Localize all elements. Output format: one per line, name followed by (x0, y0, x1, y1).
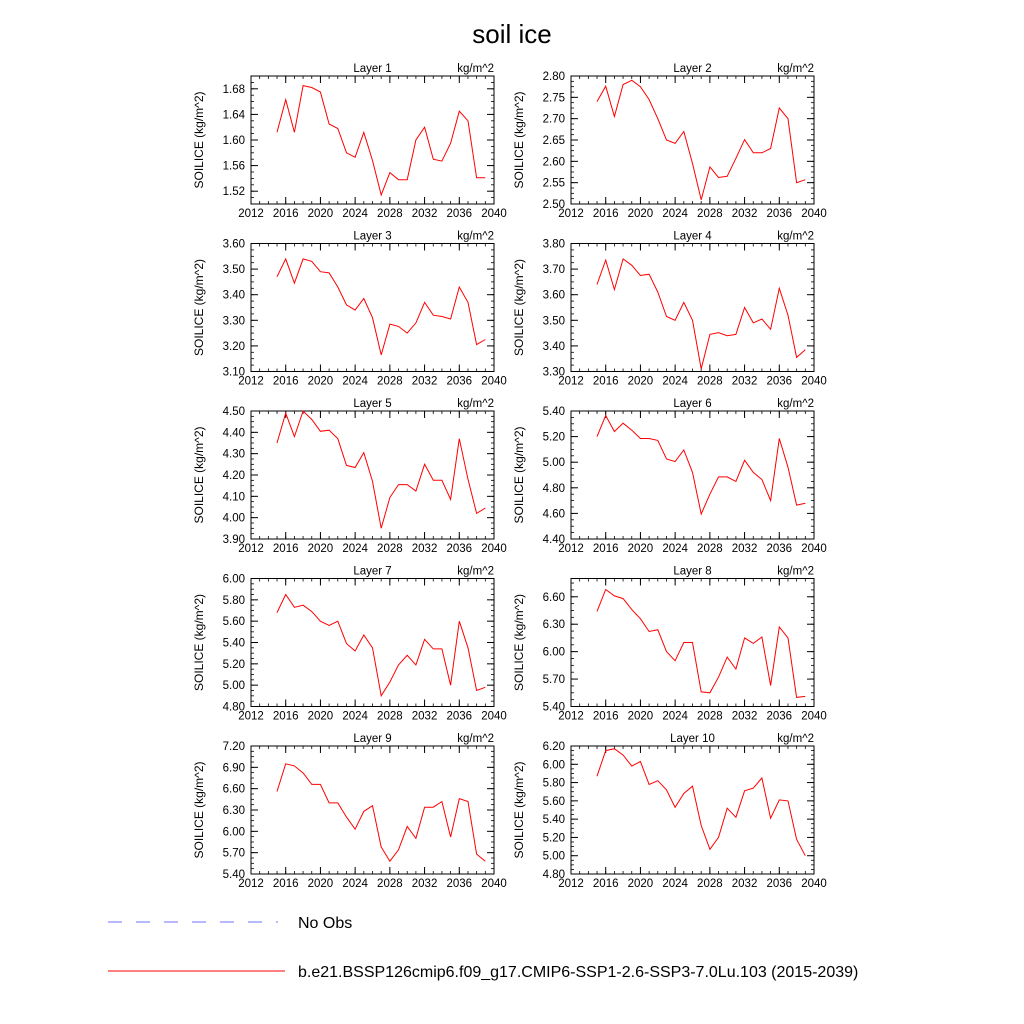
x-tick-label: 2028 (377, 543, 403, 555)
x-tick-label: 2036 (446, 375, 473, 388)
y-tick-label: 5.00 (542, 457, 565, 470)
y-tick-label: 3.60 (542, 289, 565, 302)
x-tick-label: 2032 (411, 375, 438, 388)
y-tick-label: 6.60 (222, 783, 245, 796)
y-tick-label: 4.40 (222, 427, 245, 440)
series-line-model (277, 259, 485, 355)
y-tick-label: 4.20 (222, 470, 245, 482)
x-tick-label: 2036 (446, 543, 473, 555)
x-tick-label: 2028 (377, 375, 403, 388)
y-tick-label: 6.00 (542, 759, 565, 772)
x-tick-label: 2012 (558, 710, 584, 723)
y-tick-label: 4.30 (222, 448, 245, 461)
legend (108, 915, 858, 981)
x-tick-label: 2016 (272, 375, 299, 388)
x-tick-label: 2016 (592, 878, 619, 890)
y-axis-label: SOILICE (kg/m^2) (192, 761, 206, 859)
panel-units: kg/m^2 (457, 398, 494, 410)
x-tick-label: 2040 (481, 878, 507, 890)
x-tick-label: 2020 (307, 710, 334, 723)
panel-units: kg/m^2 (777, 230, 814, 243)
panel-title: Layer 3 (353, 230, 392, 243)
panel-title: Layer 4 (673, 230, 712, 243)
y-tick-label: 3.90 (222, 534, 245, 546)
panel-layer-7 (192, 566, 507, 723)
x-tick-label: 2032 (731, 375, 758, 388)
y-axis-label: SOILICE (kg/m^2) (512, 426, 526, 524)
panel-units: kg/m^2 (457, 733, 494, 745)
x-tick-label: 2024 (662, 375, 688, 388)
y-tick-label: 6.30 (222, 805, 245, 817)
x-tick-label: 2016 (272, 208, 299, 220)
x-tick-label: 2012 (238, 710, 264, 723)
legend-model-label: b.e21.BSSP126cmip6.f09_g17.CMIP6-SSP1-2.6-SSP3-7.0Lu.103 (2015-2039) (298, 964, 859, 981)
y-tick-label: 5.40 (222, 869, 245, 881)
y-tick-label: 4.40 (542, 534, 565, 546)
y-tick-label: 2.80 (542, 71, 565, 83)
panel-units: kg/m^2 (457, 63, 494, 75)
x-tick-label: 2032 (731, 208, 758, 220)
y-axis-label: SOILICE (kg/m^2) (512, 594, 526, 691)
panel-title: Layer 1 (353, 63, 392, 75)
panel-title: Layer 10 (670, 733, 715, 745)
x-tick-label: 2020 (307, 543, 334, 555)
y-tick-label: 5.40 (542, 406, 565, 418)
x-tick-label: 2020 (627, 878, 654, 890)
plot-frame (571, 76, 814, 204)
panel-title: Layer 2 (673, 63, 712, 75)
x-tick-label: 2040 (481, 208, 507, 220)
x-tick-label: 2024 (662, 878, 688, 890)
x-tick-label: 2028 (697, 375, 723, 388)
x-tick-label: 2024 (342, 375, 368, 388)
y-tick-label: 4.50 (222, 406, 245, 418)
series-line-model (597, 590, 805, 698)
plot-frame (251, 76, 494, 204)
y-tick-label: 6.00 (222, 826, 245, 839)
y-axis-label: SOILICE (kg/m^2) (192, 594, 206, 691)
y-tick-label: 3.70 (542, 264, 565, 277)
y-tick-label: 6.00 (222, 573, 245, 586)
plot-frame (571, 746, 814, 874)
x-tick-label: 2028 (377, 208, 403, 220)
y-tick-label: 2.75 (542, 92, 565, 105)
y-tick-label: 5.80 (222, 594, 245, 607)
x-tick-label: 2024 (342, 208, 368, 220)
y-tick-label: 7.20 (222, 741, 245, 753)
figure-title: soil ice (472, 19, 552, 49)
x-tick-label: 2012 (238, 878, 264, 890)
panel-units: kg/m^2 (777, 63, 814, 75)
series-line-model (597, 749, 805, 856)
y-tick-label: 4.10 (222, 491, 245, 504)
x-tick-label: 2016 (592, 710, 619, 723)
panel-title: Layer 9 (353, 733, 392, 745)
x-tick-label: 2040 (801, 878, 827, 890)
x-tick-label: 2028 (377, 710, 403, 723)
panel-title: Layer 8 (673, 565, 712, 578)
y-tick-label: 2.50 (542, 199, 565, 211)
y-axis-label: SOILICE (kg/m^2) (192, 426, 206, 524)
y-tick-label: 5.40 (542, 701, 565, 714)
y-tick-label: 6.60 (542, 591, 565, 604)
y-tick-label: 4.00 (222, 512, 245, 525)
x-tick-label: 2036 (766, 878, 793, 890)
x-tick-label: 2032 (411, 878, 438, 890)
x-tick-label: 2016 (272, 543, 299, 555)
x-tick-label: 2024 (662, 710, 688, 723)
y-tick-label: 2.65 (542, 135, 565, 147)
x-tick-label: 2016 (592, 208, 619, 220)
y-tick-label: 6.90 (222, 762, 245, 775)
x-tick-label: 2024 (342, 543, 368, 555)
panel-layer-5 (192, 398, 507, 555)
y-tick-label: 3.20 (222, 340, 245, 353)
y-tick-label: 5.60 (222, 616, 245, 629)
y-tick-label: 5.40 (222, 637, 245, 650)
x-tick-label: 2016 (272, 710, 299, 723)
x-tick-label: 2024 (342, 710, 368, 723)
x-tick-label: 2028 (697, 878, 723, 890)
x-tick-label: 2012 (558, 543, 584, 555)
y-axis-label: SOILICE (kg/m^2) (512, 259, 526, 356)
x-tick-label: 2012 (558, 375, 584, 388)
series-line-model (277, 411, 485, 528)
x-tick-label: 2012 (558, 208, 584, 220)
x-tick-label: 2016 (272, 878, 299, 890)
panel-units: kg/m^2 (457, 230, 494, 243)
x-tick-label: 2032 (731, 543, 758, 555)
panel-layer-2 (512, 63, 827, 220)
x-tick-label: 2028 (697, 710, 723, 723)
y-tick-label: 5.20 (222, 658, 245, 671)
series-line-model (277, 595, 485, 696)
panel-units: kg/m^2 (777, 565, 814, 578)
y-tick-label: 5.80 (542, 777, 565, 790)
y-tick-label: 5.20 (542, 832, 565, 845)
y-tick-label: 3.40 (222, 289, 245, 302)
x-tick-label: 2040 (801, 208, 827, 220)
x-tick-label: 2024 (662, 208, 688, 220)
y-tick-label: 6.20 (542, 741, 565, 753)
panel-units: kg/m^2 (777, 733, 814, 745)
x-tick-label: 2024 (342, 878, 368, 890)
panel-title: Layer 6 (673, 398, 712, 410)
panel-units: kg/m^2 (777, 398, 814, 410)
y-tick-label: 3.50 (222, 264, 245, 277)
x-tick-label: 2032 (411, 710, 438, 723)
panel-units: kg/m^2 (457, 565, 494, 578)
y-tick-label: 3.60 (222, 238, 245, 251)
y-tick-label: 1.64 (222, 109, 245, 122)
x-tick-label: 2032 (731, 878, 758, 890)
x-tick-label: 2040 (801, 710, 827, 723)
x-tick-label: 2024 (662, 543, 688, 555)
x-tick-label: 2020 (307, 878, 334, 890)
y-tick-label: 2.70 (542, 113, 565, 126)
panel-title: Layer 5 (353, 398, 392, 410)
y-tick-label: 2.60 (542, 156, 565, 169)
panel-layer-6 (512, 398, 827, 555)
x-tick-label: 2020 (627, 710, 654, 723)
plot-frame (571, 244, 814, 372)
y-axis-label: SOILICE (kg/m^2) (192, 91, 206, 189)
x-tick-label: 2036 (446, 710, 473, 723)
y-tick-label: 5.60 (542, 795, 565, 808)
series-line-model (597, 416, 805, 515)
x-tick-label: 2012 (238, 208, 264, 220)
panel-layer-4 (512, 231, 827, 388)
x-tick-label: 2020 (307, 375, 334, 388)
series-line-model (277, 86, 485, 195)
x-tick-label: 2036 (766, 543, 793, 555)
y-tick-label: 3.30 (222, 315, 245, 328)
x-tick-label: 2032 (411, 208, 438, 220)
x-tick-label: 2020 (627, 543, 654, 555)
y-axis-label: SOILICE (kg/m^2) (512, 91, 526, 189)
y-tick-label: 5.20 (542, 431, 565, 444)
x-tick-label: 2020 (627, 208, 654, 220)
y-tick-label: 1.60 (222, 135, 245, 147)
x-tick-label: 2040 (481, 375, 507, 388)
x-tick-label: 2040 (481, 710, 507, 723)
panel-layer-1 (192, 63, 507, 220)
y-tick-label: 1.56 (222, 160, 245, 173)
y-tick-label: 1.68 (222, 83, 245, 96)
x-tick-label: 2036 (766, 208, 793, 220)
legend-obs-label: No Obs (298, 915, 353, 932)
panel-title: Layer 7 (353, 565, 392, 578)
panel-layer-9 (192, 733, 507, 890)
x-tick-label: 2020 (627, 375, 654, 388)
y-tick-label: 4.80 (542, 482, 565, 495)
plot-frame (251, 746, 494, 874)
x-tick-label: 2028 (697, 543, 723, 555)
x-tick-label: 2036 (766, 375, 793, 388)
y-tick-label: 3.40 (542, 340, 565, 353)
x-tick-label: 2032 (731, 710, 758, 723)
x-tick-label: 2028 (697, 208, 723, 220)
y-tick-label: 3.30 (542, 366, 565, 379)
series-line-model (597, 80, 805, 199)
y-tick-label: 4.80 (542, 869, 565, 881)
x-tick-label: 2036 (446, 878, 473, 890)
series-line-model (277, 764, 485, 861)
x-tick-label: 2012 (238, 375, 264, 388)
y-axis-label: SOILICE (kg/m^2) (192, 259, 206, 356)
plot-frame (251, 411, 494, 539)
y-tick-label: 3.80 (542, 238, 565, 251)
panel-layer-10 (512, 733, 827, 890)
x-tick-label: 2020 (307, 208, 334, 220)
y-tick-label: 4.80 (222, 701, 245, 714)
y-tick-label: 5.00 (222, 680, 245, 693)
y-axis-label: SOILICE (kg/m^2) (512, 761, 526, 859)
y-tick-label: 6.00 (542, 646, 565, 659)
x-tick-label: 2012 (238, 543, 264, 555)
x-tick-label: 2028 (377, 878, 403, 890)
panels (192, 63, 827, 890)
x-tick-label: 2040 (801, 375, 827, 388)
x-tick-label: 2040 (801, 543, 827, 555)
y-tick-label: 6.30 (542, 619, 565, 632)
x-tick-label: 2016 (592, 543, 619, 555)
plot-frame (571, 411, 814, 539)
y-tick-label: 2.55 (542, 177, 565, 190)
x-tick-label: 2032 (411, 543, 438, 555)
y-tick-label: 5.00 (542, 850, 565, 863)
y-tick-label: 1.52 (222, 186, 245, 199)
series-line-model (597, 259, 805, 369)
y-tick-label: 4.60 (542, 508, 565, 521)
x-tick-label: 2012 (558, 878, 584, 890)
y-tick-label: 5.70 (542, 674, 565, 687)
x-tick-label: 2036 (446, 208, 473, 220)
x-tick-label: 2036 (766, 710, 793, 723)
panel-layer-8 (512, 566, 827, 723)
panel-layer-3 (192, 231, 507, 388)
y-tick-label: 3.10 (222, 366, 245, 379)
x-tick-label: 2040 (481, 543, 507, 555)
x-tick-label: 2016 (592, 375, 619, 388)
y-tick-label: 3.50 (542, 315, 565, 328)
y-tick-label: 5.70 (222, 847, 245, 860)
y-tick-label: 5.40 (542, 814, 565, 827)
